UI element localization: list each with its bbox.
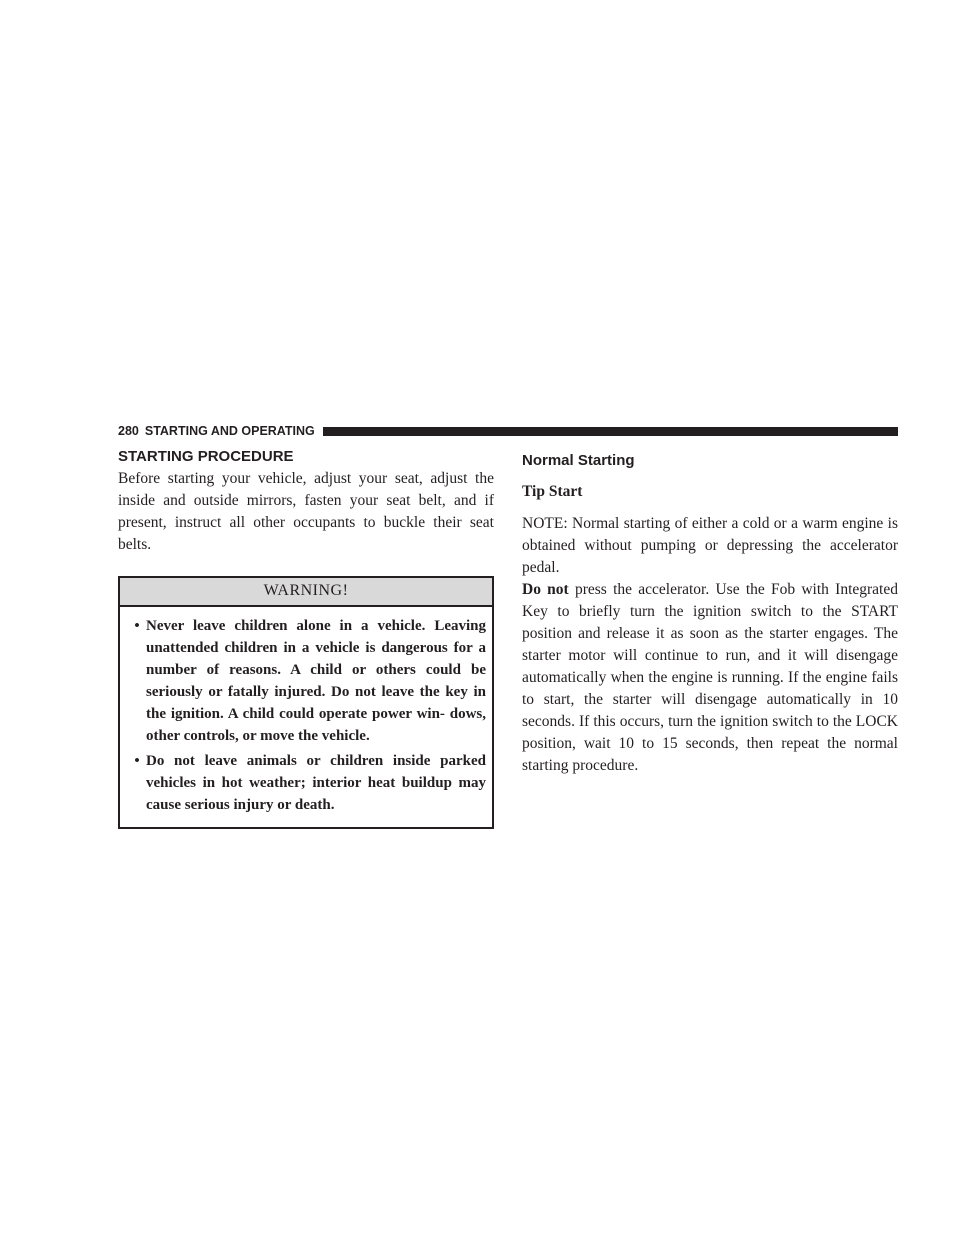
normal-starting-heading: Normal Starting [522,452,635,469]
right-column [522,452,898,777]
starting-procedure-heading: STARTING PROCEDURE [118,448,294,465]
do-not-paragraph [522,579,898,777]
bullet-icon: • [134,753,140,769]
left-column [118,448,494,829]
do-not-label: Do not [522,581,569,598]
warning-item [128,750,486,816]
warning-item-text: Do not leave animals or children inside parked vehicles in hot weather; interior heat buildup may cause serious injury or death. [146,753,486,813]
bullet-icon: • [134,618,140,634]
page-header [118,423,898,439]
note-label: NOTE: [522,515,568,532]
warning-item-text: Never leave children alone in a vehicle. Leaving unattended children in a vehicle is dangerous for a number of reasons. A child or others could be seriously or fatally injured. Do not leave the key in the ignition. A child could operate power win- dows, other controls, or move the vehicle. [146,618,486,744]
starting-procedure-intro: Before starting your vehicle, adjust your seat, adjust the inside and outside mirrors, fasten your seat belt, and if present, instruct all other occupants to buckle their seat belts. [118,470,494,553]
note-paragraph [522,513,898,579]
section-title: STARTING AND OPERATING [144,424,315,438]
warning-list [120,607,492,827]
note-text: Normal starting of either a cold or a warm engine is obtained without pumping or depressing the accelerator pedal. [522,515,899,576]
warning-title: WARNING! [120,578,492,607]
header-rule [323,427,898,436]
tip-start-heading: Tip Start [522,483,583,500]
page-number: 280 [118,424,139,438]
do-not-text: press the accelerator. Use the Fob with Integrated Key to briefly turn the ignition switch to the START position and release it as soon as the starter engages. The starter motor will continue to run, and it will disengage automatically when the engine is running. If the engine fails to start, the starter will disengage automatically in 10 seconds. If this occurs, turn the ignition switch to the LOCK position, wait 10 to 15 seconds, then repeat the normal starting procedure. [522,581,898,774]
warning-item [128,615,486,747]
warning-box [118,576,494,829]
